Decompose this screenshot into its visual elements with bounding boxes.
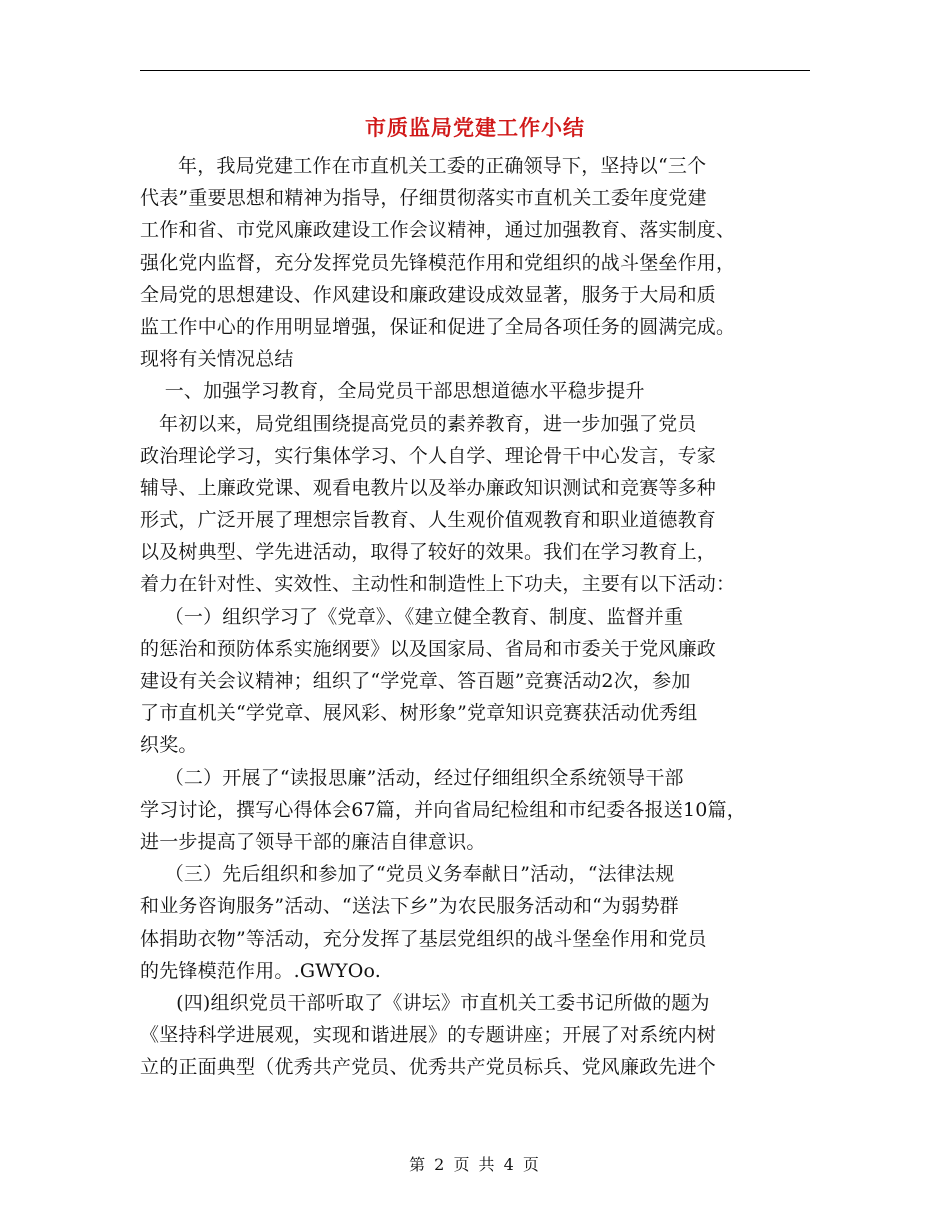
- text-line: 年初以来，局党组围绕提高党员的素养教育，进一步加强了党员: [159, 412, 697, 435]
- text-line: 学习讨论，撰写心得体会67篇，并向省局纪检组和市纪委各报送10篇，: [140, 798, 746, 821]
- text-line: 的先锋模范作用。.GWYOo.: [140, 959, 382, 982]
- text-line: （二）开展了“读报思廉”活动，经过仔细组织全系统领导干部: [164, 766, 684, 789]
- text-line: 着力在针对性、实效性、主动性和制造性上下功夫，主要有以下活动：: [140, 573, 736, 596]
- text-line: 形式，广泛开展了理想宗旨教育、人生观价值观教育和职业道德教育: [140, 509, 717, 532]
- text-line: （三）先后组织和参加了“党员义务奉献日”活动，“法律法规: [164, 863, 675, 886]
- text-line: 和业务咨询服务”活动、“送法下乡”为农民服务活动和“为弱势群: [140, 895, 679, 918]
- text-line: 体捐助衣物”等活动，充分发挥了基层党组织的战斗堡垒作用和党员: [140, 927, 707, 950]
- text-line: 建设有关会议精神；组织了“学党章、答百题”竞赛活动2次，参加: [140, 670, 691, 692]
- text-line: (四)组织党员干部听取了《讲坛》市直机关工委书记所做的题为: [176, 991, 710, 1014]
- text-line: 进一步提高了领导干部的廉洁自律意识。: [140, 830, 486, 853]
- text-line: 监工作中心的作用明显增强，保证和促进了全局各项任务的圆满完成。: [140, 315, 736, 338]
- text-line: （一）组织学习了《党章》、《建立健全教育、制度、监督并重: [164, 605, 684, 628]
- text-line: 以及树典型、学先进活动，取得了较好的效果。我们在学习教育上，: [140, 541, 717, 564]
- text-line: 辅导、上廉政党课、观看电教片以及举办廉政知识测试和竞赛等多种: [140, 476, 717, 499]
- text-line: 代表”重要思想和精神为指导，仔细贯彻落实市直机关工委年度党建: [140, 187, 707, 210]
- text-line: 一、加强学习教育，全局党员干部思想道德水平稳步提升: [164, 380, 645, 403]
- text-line: 《坚持科学进展观，实现和谐进展》的专题讲座；开展了对系统内树: [140, 1024, 717, 1047]
- document-body: [140, 150, 820, 1083]
- text-line: 全局党的思想建设、作风建设和廉政建设成效显著，服务于大局和质: [140, 283, 717, 306]
- text-line: 强化党内监督，充分发挥党员先锋模范作用和党组织的战斗堡垒作用，: [140, 251, 736, 274]
- document-title: 市质监局党建工作小结: [365, 115, 585, 140]
- text-line: 年，我局党建工作在市直机关工委的正确领导下，坚持以“三个: [178, 155, 707, 177]
- text-line: 织奖。: [140, 734, 198, 757]
- page-footer: 第 2 页 共 4 页: [409, 1155, 541, 1174]
- text-line: 的惩治和预防体系实施纲要》以及国家局、省局和市委关于党风廉政: [140, 637, 717, 660]
- text-line: 工作和省、市党风廉政建设工作会议精神，通过加强教育、落实制度、: [140, 219, 736, 242]
- text-line: 政治理论学习，实行集体学习、个人自学、理论骨干中心发言，专家: [140, 444, 717, 467]
- header-rule: [140, 70, 810, 71]
- text-line: 现将有关情况总结: [140, 348, 294, 371]
- text-line: 立的正面典型（优秀共产党员、优秀共产党员标兵、党风廉政先进个: [140, 1056, 717, 1079]
- text-line: 了市直机关“学党章、展风彩、树形象”党章知识竞赛获活动优秀组: [140, 702, 698, 725]
